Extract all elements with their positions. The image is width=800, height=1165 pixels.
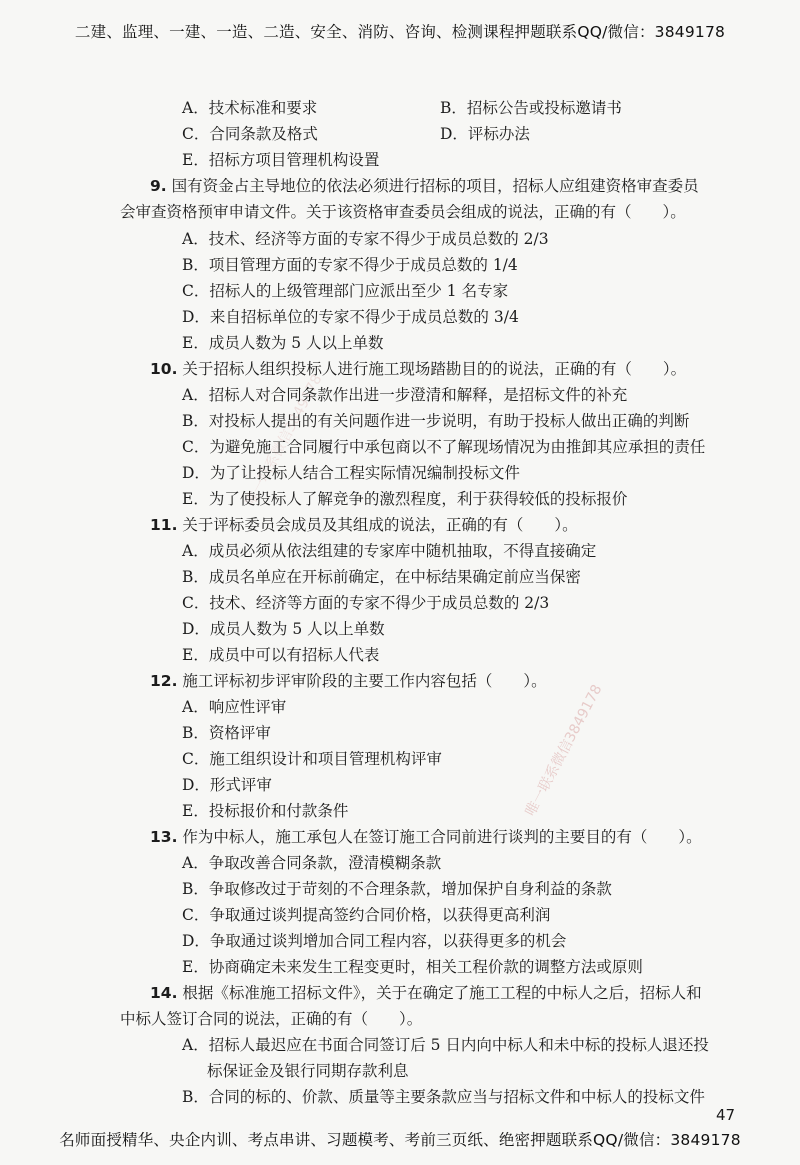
q14-number: 14. bbox=[150, 984, 178, 1002]
q9-number: 9. bbox=[150, 177, 167, 195]
q12-option-d: D．形式评审 bbox=[182, 776, 272, 794]
q10-number: 10. bbox=[150, 360, 178, 378]
q10-option-e: E．为了使投标人了解竞争的激烈程度，利于获得较低的投标报价 bbox=[182, 490, 628, 508]
q13-option-a: A．争取改善合同条款，澄清模糊条款 bbox=[182, 854, 442, 872]
watermark: 唯一联系微信3849178 bbox=[522, 682, 606, 819]
q13-option-c: C．争取通过谈判提高签约合同价格，以获得更高利润 bbox=[182, 906, 551, 924]
q12-stem: 12. 施工评标初步评审阶段的主要工作内容包括（ ）。 bbox=[150, 672, 547, 690]
header-banner: 二建、监理、一建、一造、二造、安全、消防、咨询、检测课程押题联系QQ/微信：3849178 bbox=[74, 23, 726, 41]
q14-stem-line2: 中标人签订合同的说法，正确的有（ ）。 bbox=[120, 1010, 423, 1028]
page-number: 47 bbox=[716, 1106, 736, 1124]
q9-option-e: E．成员人数为 5 人以上单数 bbox=[182, 334, 384, 352]
q13-number: 13. bbox=[150, 828, 178, 846]
q12-option-b: B．资格评审 bbox=[182, 724, 271, 742]
q13-stem: 13. 作为中标人，施工承包人在签订施工合同前进行谈判的主要目的有（ ）。 bbox=[150, 828, 702, 846]
q12-number: 12. bbox=[150, 672, 178, 690]
watermark-faint: 唯一联系微信3849178 bbox=[242, 372, 326, 509]
q11-number: 11. bbox=[150, 516, 178, 534]
q11-option-d: D．成员人数为 5 人以上单数 bbox=[182, 620, 385, 638]
q14-option-b-line1: B．合同的标的、价款、质量等主要条款应当与招标文件和中标人的投标文件 bbox=[182, 1088, 705, 1106]
q10-option-b: B．对投标人提出的有关问题作进一步说明，有助于投标人做出正确的判断 bbox=[182, 412, 690, 430]
q8-option-a: A．技术标准和要求 bbox=[182, 99, 318, 117]
q8-option-e: E．招标方项目管理机构设置 bbox=[182, 151, 380, 169]
q8-option-d: D．评标办法 bbox=[440, 125, 530, 143]
q14-stem-line1: 14. 根据《标准施工招标文件》，关于在确定了施工工程的中标人之后，招标人和 bbox=[150, 984, 702, 1002]
q11-stem: 11. 关于评标委员会成员及其组成的说法，正确的有（ ）。 bbox=[150, 516, 578, 534]
q9-option-a: A．技术、经济等方面的专家不得少于成员总数的 2/3 bbox=[182, 230, 549, 248]
q9-option-c: C．招标人的上级管理部门应派出至少 1 名专家 bbox=[182, 282, 509, 300]
q9-stem-line1: 9. 国有资金占主导地位的依法必须进行招标的项目，招标人应组建资格审查委员 bbox=[150, 177, 699, 195]
q10-stem: 10. 关于招标人组织投标人进行施工现场踏勘目的的说法，正确的有（ ）。 bbox=[150, 360, 687, 378]
q11-option-b: B．成员名单应在开标前确定，在中标结果确定前应当保密 bbox=[182, 568, 581, 586]
q12-option-c: C．施工组织设计和项目管理机构评审 bbox=[182, 750, 442, 768]
q9-option-b: B．项目管理方面的专家不得少于成员总数的 1/4 bbox=[182, 256, 518, 274]
q14-option-a-line2: 标保证金及银行同期存款利息 bbox=[207, 1062, 409, 1080]
q11-option-a: A．成员必须从依法组建的专家库中随机抽取，不得直接确定 bbox=[182, 542, 597, 560]
q9-option-d: D．来自招标单位的专家不得少于成员总数的 3/4 bbox=[182, 308, 519, 326]
q13-option-d: D．争取通过谈判增加合同工程内容，以获得更多的机会 bbox=[182, 932, 567, 950]
q11-option-e: E．成员中可以有招标人代表 bbox=[182, 646, 380, 664]
q12-option-a: A．响应性评审 bbox=[182, 698, 287, 716]
q10-option-d: D．为了让投标人结合工程实际情况编制投标文件 bbox=[182, 464, 520, 482]
footer-banner: 名师面授精华、央企内训、考点串讲、习题模考、考前三页纸、绝密押题联系QQ/微信：3849178 bbox=[59, 1131, 741, 1149]
q10-option-c: C．为避免施工合同履行中承包商以不了解现场情况为由推卸其应承担的责任 bbox=[182, 438, 706, 456]
q8-option-c: C．合同条款及格式 bbox=[182, 125, 318, 143]
q8-option-b: B．招标公告或投标邀请书 bbox=[440, 99, 622, 117]
q12-option-e: E．投标报价和付款条件 bbox=[182, 802, 349, 820]
q10-option-a: A．招标人对合同条款作出进一步澄清和解释，是招标文件的补充 bbox=[182, 386, 628, 404]
q13-option-b: B．争取修改过于苛刻的不合理条款，增加保护自身利益的条款 bbox=[182, 880, 612, 898]
q13-option-e: E．协商确定未来发生工程变更时，相关工程价款的调整方法或原则 bbox=[182, 958, 643, 976]
q11-option-c: C．技术、经济等方面的专家不得少于成员总数的 2/3 bbox=[182, 594, 550, 612]
q14-option-a-line1: A．招标人最迟应在书面合同签订后 5 日内向中标人和未中标的投标人退还投 bbox=[182, 1036, 709, 1054]
q9-stem-line2: 会审查资格预审申请文件。关于该资格审查委员会组成的说法，正确的有（ ）。 bbox=[120, 203, 686, 221]
